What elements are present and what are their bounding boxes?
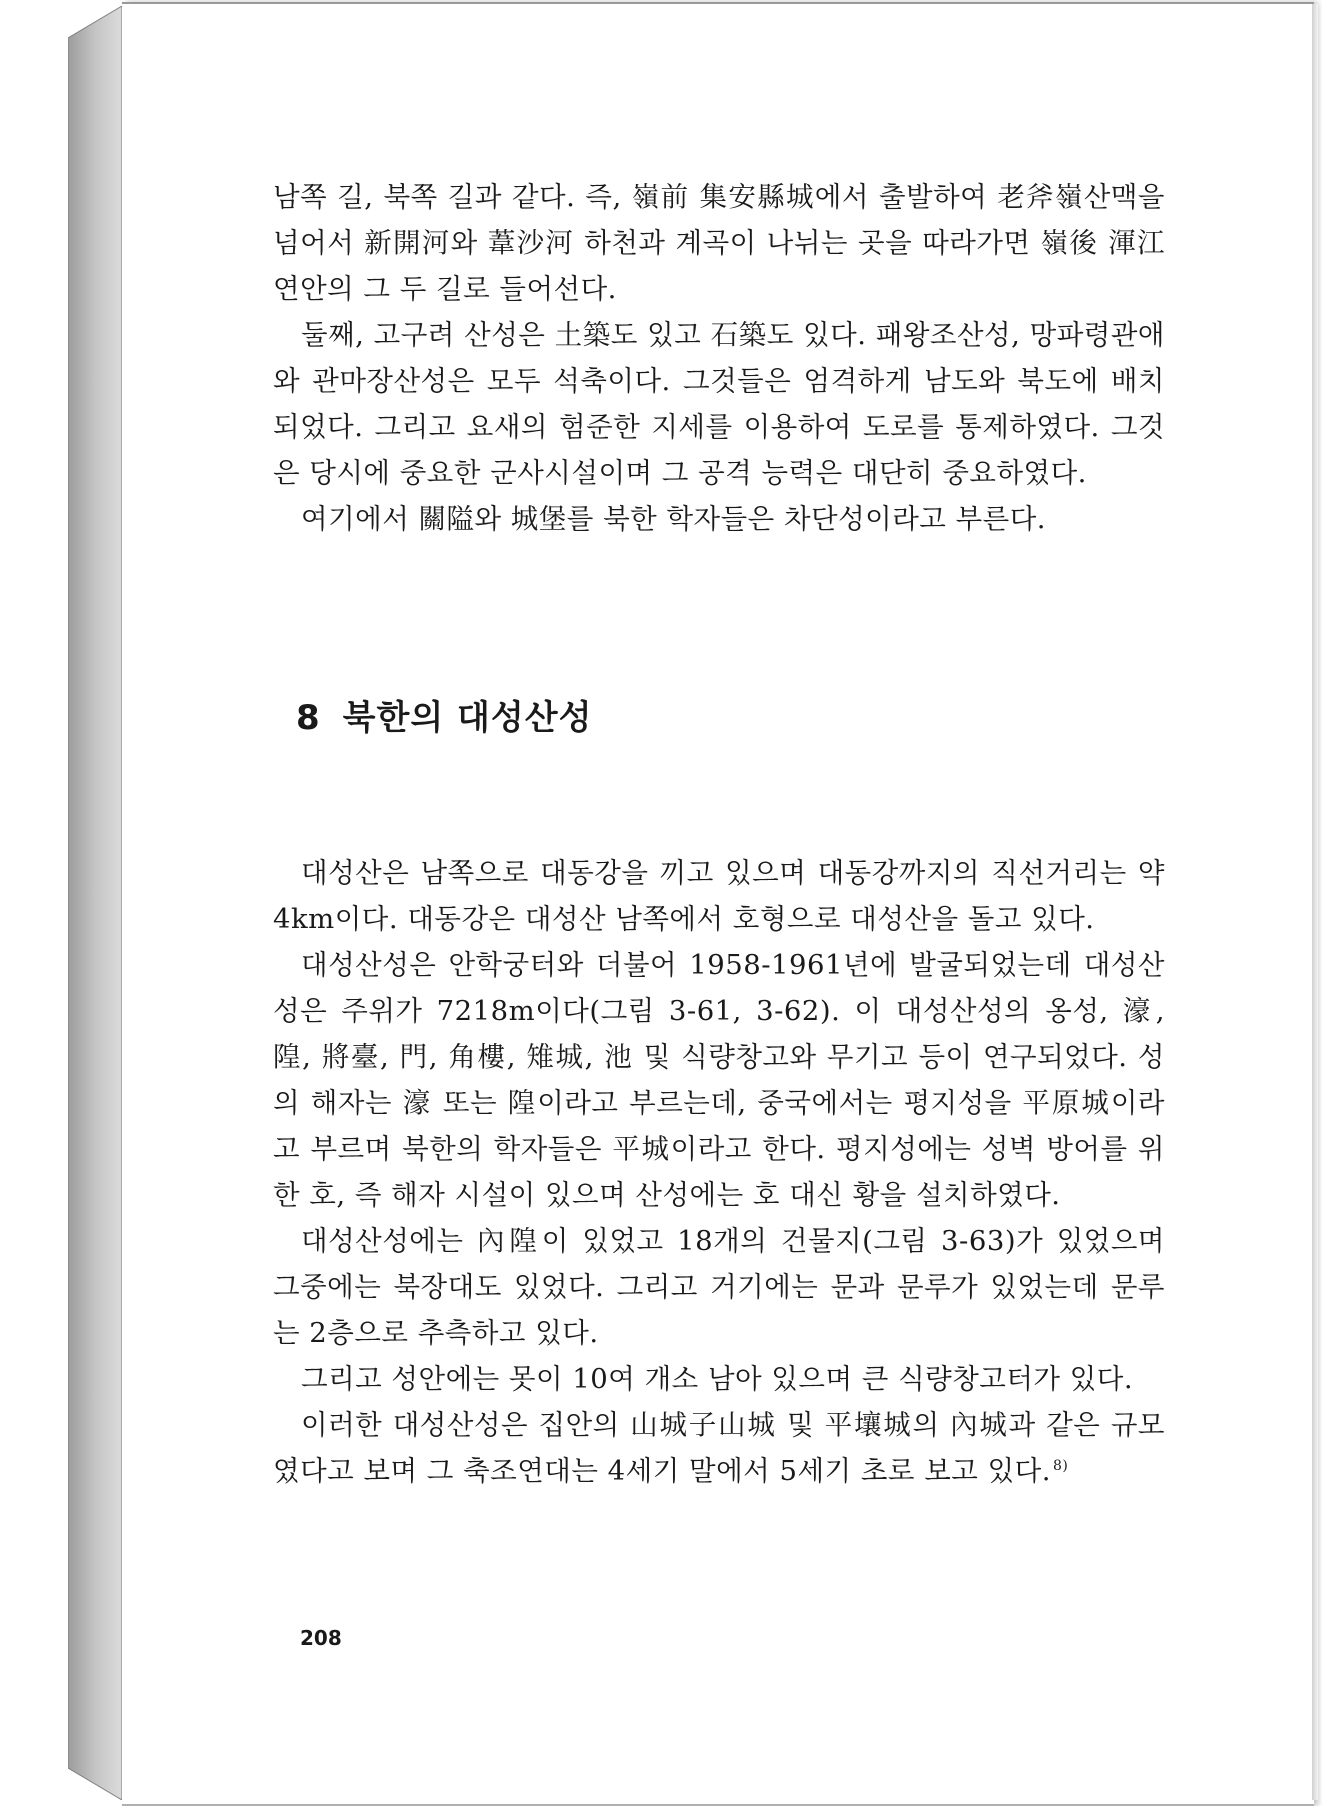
section-title: 북한의 대성산성 (342, 698, 593, 738)
book-spine (68, 6, 124, 1800)
paragraph-7: 그리고 성안에는 못이 10여 개소 남아 있으며 큰 식량창고터가 있다. (301, 1363, 1134, 1395)
paragraph-2: 둘째, 고구려 산성은 土築도 있고 石築도 있다. 패왕조산성, 망파령관애와 관마장산성은 모두 석축이다. 그것들은 엄격하게 남도와 북도에 배치되었다. 그리고 요새의 험준한 지세를 이용하여 도로를 통제하였다. 그것은 당시에 중요한 군사시설이며 그 공격 능력은 대단히 중요하였다. (273, 319, 1165, 489)
paragraph-8-text: 이러한 대성산성은 집안의 山城子山城 및 平壤城의 內城과 같은 규모였다고 보며 그 축조연대는 4세기 말에서 5세기 초로 보고 있다. (273, 1409, 1165, 1487)
top-section (273, 174, 1165, 542)
section-number: 8 (296, 698, 321, 738)
footnote-marker[interactable]: 8) (1052, 1457, 1069, 1474)
paragraph-5: 대성산성은 안학궁터와 더불어 1958-1961년에 발굴되었는데 대성산성은 주위가 7218m이다(그림 3-61, 3-62). 이 대성산성의 옹성, 濠, 隍, 將臺, 門, 角樓, 雉城, 池 및 식량창고와 무기고 등이 연구되었다. 성의 해자는 濠 또는 隍이라고 부르는데, 중국에서는 평지성을 平原城이라고 부르며 북한의 학자들은 平城이라고 한다. 평지성에는 성벽 방어를 위한 호, 즉 해자 시설이 있으며 산성에는 호 대신 황을 설치하였다. (273, 949, 1165, 1211)
paragraph-8 (273, 1402, 1165, 1494)
paragraph-4: 대성산은 남쪽으로 대동강을 끼고 있으며 대동강까지의 직선거리는 약 4km이다. 대동강은 대성산 남쪽에서 호형으로 대성산을 돌고 있다. (273, 857, 1165, 935)
paragraph-3: 여기에서 關隘와 城堡를 북한 학자들은 차단성이라고 부른다. (301, 503, 1047, 535)
paragraph-6: 대성산성에는 內隍이 있었고 18개의 건물지(그림 3-63)가 있었으며 그중에는 북장대도 있었다. 그리고 거기에는 문과 문루가 있었는데 문루는 2층으로 추측하고 있다. (273, 1225, 1165, 1349)
section-heading (296, 690, 592, 739)
main-section (273, 850, 1165, 1494)
page-number: 208 (300, 1626, 342, 1650)
page-edge (1312, 4, 1318, 1800)
paragraph-1: 남쪽 길, 북쪽 길과 같다. 즉, 嶺前 集安縣城에서 출발하여 老斧嶺산맥을 넘어서 新開河와 葦沙河 하천과 계곡이 나뉘는 곳을 따라가면 嶺後 渾江 연안의 그 두 길로 들어선다. (273, 181, 1165, 305)
